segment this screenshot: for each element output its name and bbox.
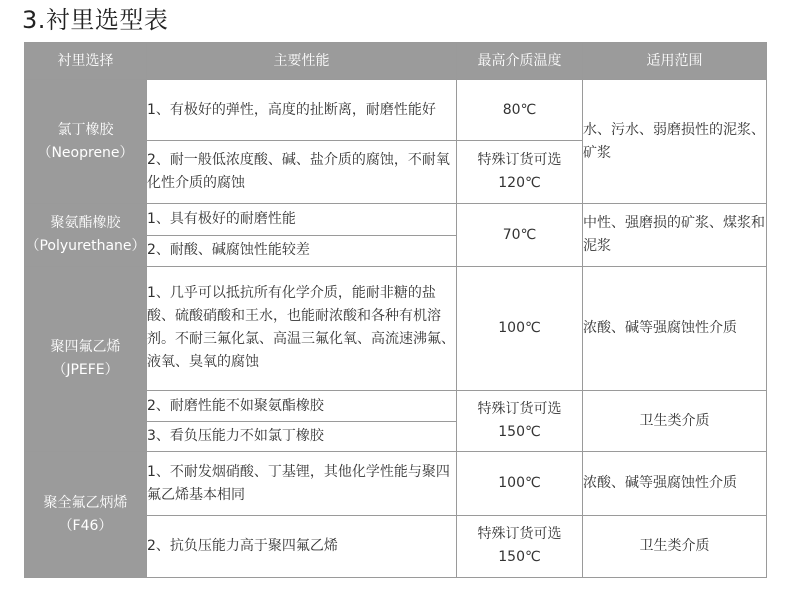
temperature-cell: 100℃ bbox=[457, 452, 583, 515]
feature-cell: 2、耐磨性能不如聚氨酯橡胶 bbox=[147, 391, 457, 422]
material-name-cell bbox=[25, 452, 147, 578]
material-name-cell bbox=[25, 80, 147, 204]
feature-cell: 3、看负压能力不如氯丁橡胶 bbox=[147, 422, 457, 452]
lining-selection-table bbox=[24, 42, 767, 578]
material-name-en: （JPEFE） bbox=[52, 362, 119, 379]
table-row bbox=[25, 452, 767, 515]
application-cell: 浓酸、碱等强腐蚀性介质 bbox=[583, 452, 767, 515]
header-max-temperature: 最高介质温度 bbox=[457, 43, 583, 80]
temperature-cell: 特殊订货可选 150℃ bbox=[457, 391, 583, 452]
material-name: 聚氨酯橡胶 bbox=[50, 215, 121, 232]
feature-cell: 1、不耐发烟硝酸、丁基锂，其他化学性能与聚四氟乙烯基本相同 bbox=[147, 452, 457, 515]
application-cell: 卫生类介质 bbox=[583, 515, 767, 577]
material-name-cell bbox=[25, 204, 147, 266]
page-title: 3.衬里选型表 bbox=[22, 6, 169, 34]
material-name-en: （Polyurethane） bbox=[25, 238, 146, 255]
temperature-cell: 特殊订货可选 120℃ bbox=[457, 141, 583, 204]
feature-cell: 2、抗负压能力高于聚四氟乙烯 bbox=[147, 515, 457, 577]
header-application-range: 适用范围 bbox=[583, 43, 767, 80]
material-name-cell bbox=[25, 266, 147, 452]
header-lining-choice: 衬里选择 bbox=[25, 43, 147, 80]
table-row bbox=[25, 80, 767, 141]
material-name: 聚全氟乙炳烯 bbox=[43, 494, 128, 511]
temperature-cell: 特殊订货可选 150℃ bbox=[457, 515, 583, 577]
feature-cell: 1、具有极好的耐磨性能 bbox=[147, 204, 457, 235]
temperature-cell: 70℃ bbox=[457, 204, 583, 266]
feature-cell: 2、耐酸、碱腐蚀性能较差 bbox=[147, 235, 457, 266]
temperature-cell: 100℃ bbox=[457, 266, 583, 391]
application-cell: 水、污水、弱磨损性的泥浆、矿浆 bbox=[583, 80, 767, 204]
material-name: 聚四氟乙烯 bbox=[50, 339, 121, 356]
header-main-performance: 主要性能 bbox=[147, 43, 457, 80]
feature-cell: 1、几乎可以抵抗所有化学介质，能耐非糖的盐酸、硫酸硝酸和王水，也能耐浓酸和各种有机溶剂。不耐三氟化氯、高温三氟化氧、高流速沸氟、液氧、臭氧的腐蚀 bbox=[147, 266, 457, 391]
feature-cell: 2、耐一般低浓度酸、碱、盐介质的腐蚀，不耐氧化性介质的腐蚀 bbox=[147, 141, 457, 204]
application-cell: 浓酸、碱等强腐蚀性介质 bbox=[583, 266, 767, 391]
material-name-en: （Neoprene） bbox=[37, 144, 134, 161]
material-name: 氯丁橡胶 bbox=[57, 121, 114, 138]
application-cell: 卫生类介质 bbox=[583, 391, 767, 452]
temperature-cell: 80℃ bbox=[457, 80, 583, 141]
feature-cell: 1、有极好的弹性，高度的扯断离，耐磨性能好 bbox=[147, 80, 457, 141]
table-header-row bbox=[25, 43, 767, 80]
table-row bbox=[25, 266, 767, 391]
application-cell: 中性、强磨损的矿浆、煤浆和泥浆 bbox=[583, 204, 767, 266]
table-row bbox=[25, 204, 767, 235]
material-name-en: （F46） bbox=[58, 517, 113, 534]
